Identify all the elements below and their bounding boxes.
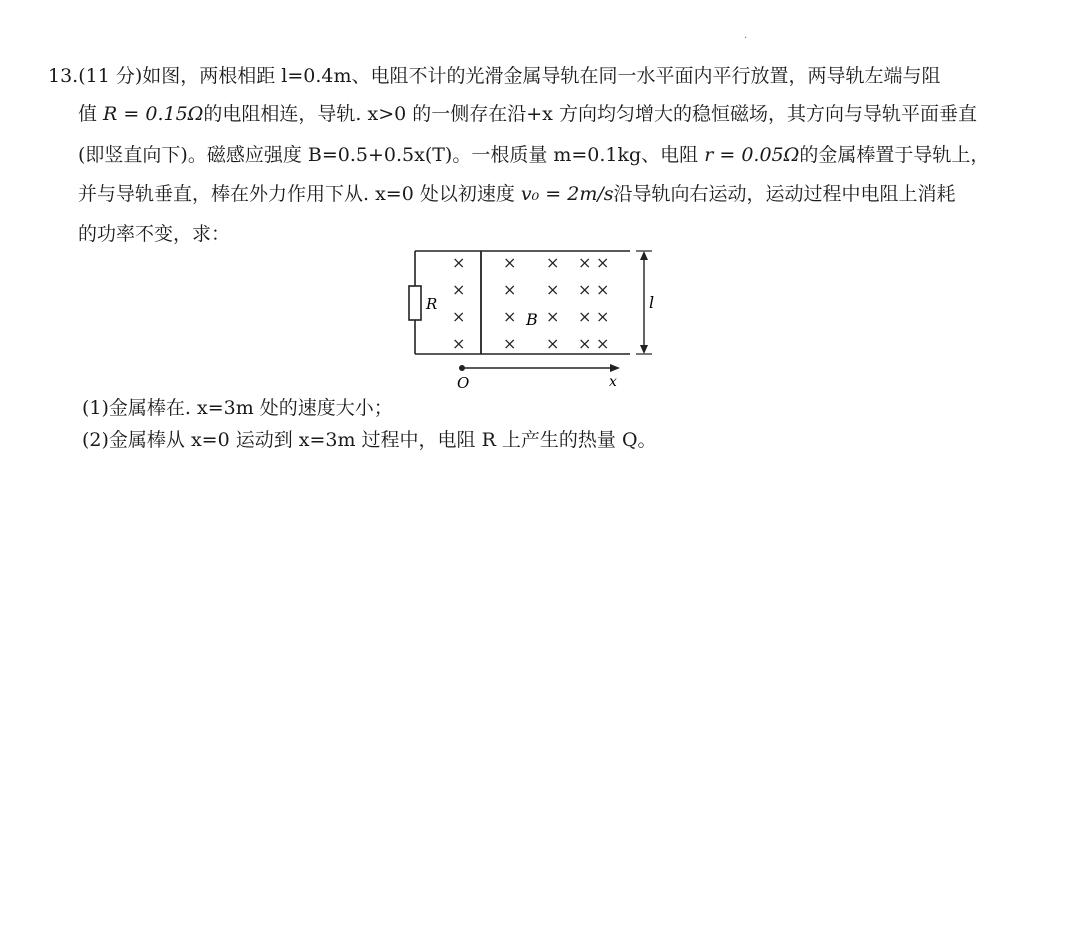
question-line-4-pre: 并与导轨垂直，棒在外力作用下从. x=0 处以初速度 bbox=[78, 183, 521, 205]
field-cross: × bbox=[578, 280, 592, 299]
field-cross: × bbox=[546, 334, 560, 353]
x-axis-label: x bbox=[609, 374, 617, 390]
field-cross: × bbox=[578, 334, 592, 353]
field-cross: × bbox=[578, 253, 592, 272]
field-cross: × bbox=[596, 307, 610, 326]
resistance-r-formula: r = 0.05Ω bbox=[704, 144, 800, 166]
field-cross: × bbox=[546, 253, 560, 272]
sub-question-1: (1)金属棒在. x=3m 处的速度大小； bbox=[82, 397, 393, 419]
question-line-2-post: 的电阻相连，导轨. x>0 的一侧存在沿+x 方向均匀增大的稳恒磁场，其方向与导轨平面垂直 bbox=[203, 103, 977, 125]
resistance-R-formula: R = 0.15Ω bbox=[103, 103, 204, 125]
width-arrow-top bbox=[640, 251, 648, 260]
field-cross: × bbox=[452, 334, 466, 353]
width-arrow-bottom bbox=[640, 345, 648, 354]
origin-label: O bbox=[457, 374, 470, 392]
question-line-4 bbox=[78, 182, 956, 206]
initial-velocity-formula: v₀ = 2m/s bbox=[520, 183, 614, 205]
field-cross: × bbox=[452, 280, 466, 299]
field-cross: × bbox=[452, 253, 466, 272]
field-cross: × bbox=[546, 280, 560, 299]
field-cross: × bbox=[503, 307, 517, 326]
question-line-3-pre: (即竖直向下)。磁感应强度 B=0.5+0.5x(T)。一根质量 m=0.1kg、电阻 bbox=[78, 144, 705, 166]
magnetic-field-crosses bbox=[452, 253, 609, 353]
field-cross: × bbox=[596, 280, 610, 299]
field-cross: × bbox=[546, 307, 560, 326]
question-line-4-post: 沿导轨向右运动，运动过程中电阻上消耗 bbox=[613, 183, 956, 205]
x-axis-arrow bbox=[610, 364, 620, 372]
question-line-3 bbox=[78, 143, 989, 167]
field-cross: × bbox=[596, 253, 610, 272]
corner-mark: . bbox=[744, 30, 748, 41]
field-cross: × bbox=[596, 334, 610, 353]
width-label: l bbox=[649, 293, 655, 312]
resistor bbox=[409, 286, 421, 320]
circuit-diagram bbox=[400, 246, 670, 394]
question-line-2-pre: 值 bbox=[78, 103, 104, 125]
field-cross: × bbox=[503, 280, 517, 299]
field-cross: × bbox=[452, 307, 466, 326]
field-cross: × bbox=[503, 334, 517, 353]
question-line-5: 的功率不变，求： bbox=[78, 223, 231, 245]
field-cross: × bbox=[503, 253, 517, 272]
field-cross: × bbox=[578, 307, 592, 326]
resistor-label: R bbox=[426, 295, 438, 313]
question-line-1: 13.(11 分)如图，两根相距 l=0.4m、电阻不计的光滑金属导轨在同一水平面内平行放置，两导轨左端与阻 bbox=[48, 65, 941, 87]
sub-question-2: (2)金属棒从 x=0 运动到 x=3m 过程中，电阻 R 上产生的热量 Q。 bbox=[82, 429, 657, 451]
question-line-3-post: 的金属棒置于导轨上， bbox=[799, 144, 990, 166]
question-line-2 bbox=[78, 102, 977, 126]
field-label: B bbox=[526, 310, 538, 329]
